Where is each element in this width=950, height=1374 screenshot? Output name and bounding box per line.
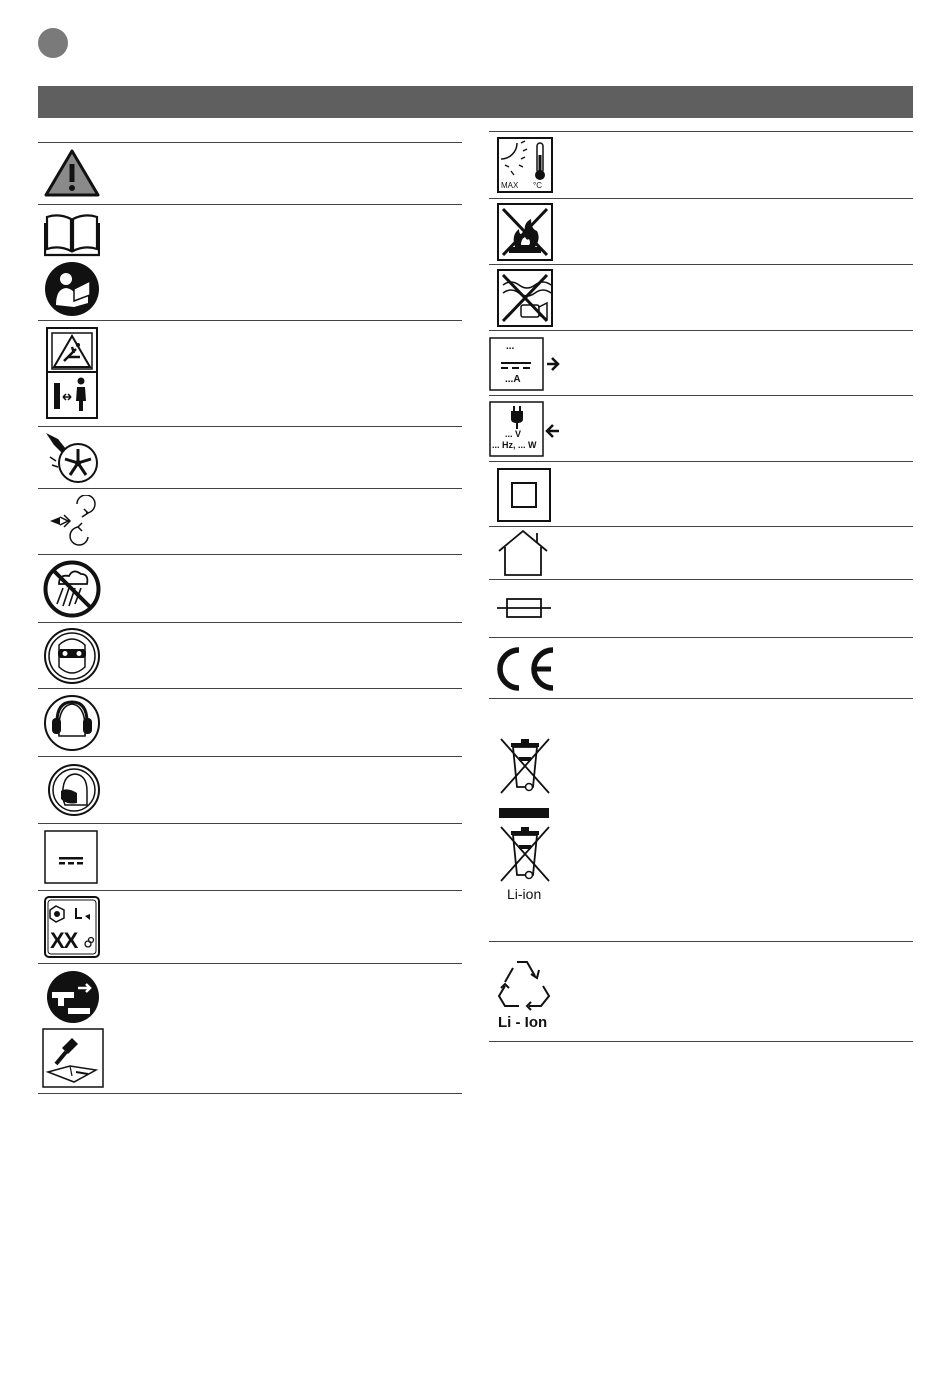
weee-separator-bar bbox=[499, 808, 549, 818]
symbol-row-ear-protection bbox=[38, 688, 462, 756]
symbol-row-max-temperature bbox=[489, 131, 913, 198]
symbol-row-warning bbox=[38, 142, 462, 204]
rotating-blade-hand-icon bbox=[44, 431, 100, 485]
warning-triangle-icon bbox=[44, 149, 100, 197]
dust-mask-icon bbox=[47, 763, 101, 817]
open-book-icon bbox=[44, 211, 100, 257]
no-fire-icon bbox=[497, 203, 553, 261]
crossed-bin-battery-icon bbox=[497, 823, 553, 883]
right-column-end-rule bbox=[489, 1041, 913, 1042]
language-indicator-dot bbox=[38, 28, 68, 58]
indoor-use-only-icon bbox=[495, 529, 553, 577]
no-water-immersion-icon bbox=[497, 269, 553, 327]
symbol-row-maintenance bbox=[38, 963, 462, 1093]
charger-input-icon bbox=[489, 401, 561, 457]
symbol-row-charger-output bbox=[489, 330, 913, 395]
symbol-row-manual bbox=[38, 204, 462, 320]
symbol-row-dust-mask bbox=[38, 756, 462, 823]
left-symbol-column bbox=[38, 142, 462, 1094]
max-temperature-label-unit: °C bbox=[533, 181, 542, 190]
symbol-row-no-rain bbox=[38, 554, 462, 622]
sound-power-level-icon bbox=[44, 896, 100, 958]
charger-output-dots: ... bbox=[506, 341, 515, 352]
symbol-row-no-fire bbox=[489, 198, 913, 264]
weee-li-ion-label: Li-ion bbox=[507, 886, 542, 902]
double-insulation-icon bbox=[495, 466, 553, 524]
symbol-row-weee bbox=[489, 698, 913, 941]
thrown-objects-icon bbox=[46, 327, 98, 375]
max-temperature-icon bbox=[497, 137, 553, 193]
symbol-row-no-water bbox=[489, 264, 913, 330]
ear-protection-icon bbox=[43, 694, 101, 752]
symbol-row-recycle bbox=[489, 941, 913, 1041]
symbol-row-fuse bbox=[489, 579, 913, 637]
left-column-end-rule bbox=[38, 1093, 462, 1094]
symbol-row-double-insulation bbox=[489, 461, 913, 526]
symbol-row-bystanders bbox=[38, 320, 462, 426]
no-rain-icon bbox=[43, 560, 101, 618]
charger-input-volts: ... V bbox=[505, 429, 522, 439]
read-manual-icon bbox=[44, 261, 100, 317]
max-temperature-label-max: MAX bbox=[501, 181, 519, 190]
symbol-row-blade-rotation bbox=[38, 488, 462, 554]
fuse-icon bbox=[495, 594, 553, 622]
remove-battery-icon bbox=[44, 970, 102, 1024]
charger-output-amps: ...A bbox=[505, 374, 521, 385]
noise-level-value: XX bbox=[50, 928, 78, 953]
direct-current-icon bbox=[44, 830, 98, 884]
blade-coast-down-icon bbox=[46, 495, 102, 549]
maintenance-manual-icon bbox=[42, 1028, 104, 1088]
symbol-row-noise-level bbox=[38, 890, 462, 963]
section-header-bar bbox=[38, 86, 913, 118]
keep-distance-icon bbox=[46, 371, 98, 419]
symbol-row-ce-mark bbox=[489, 637, 913, 698]
symbol-row-direct-current bbox=[38, 823, 462, 890]
symbol-row-charger-input bbox=[489, 395, 913, 461]
ce-mark-icon bbox=[493, 646, 557, 692]
crossed-bin-icon bbox=[497, 735, 553, 795]
charger-input-hz-watts: ... Hz, ... W bbox=[492, 440, 537, 450]
charger-output-icon bbox=[489, 337, 561, 391]
recycle-li-ion-label: Li - Ion bbox=[498, 1014, 548, 1031]
eye-protection-icon bbox=[43, 627, 101, 685]
right-symbol-column bbox=[489, 131, 913, 1042]
symbol-row-eye-protection bbox=[38, 622, 462, 688]
recycle-icon bbox=[495, 956, 553, 1012]
symbol-row-blade-hazard bbox=[38, 426, 462, 488]
symbol-row-indoor-use bbox=[489, 526, 913, 579]
